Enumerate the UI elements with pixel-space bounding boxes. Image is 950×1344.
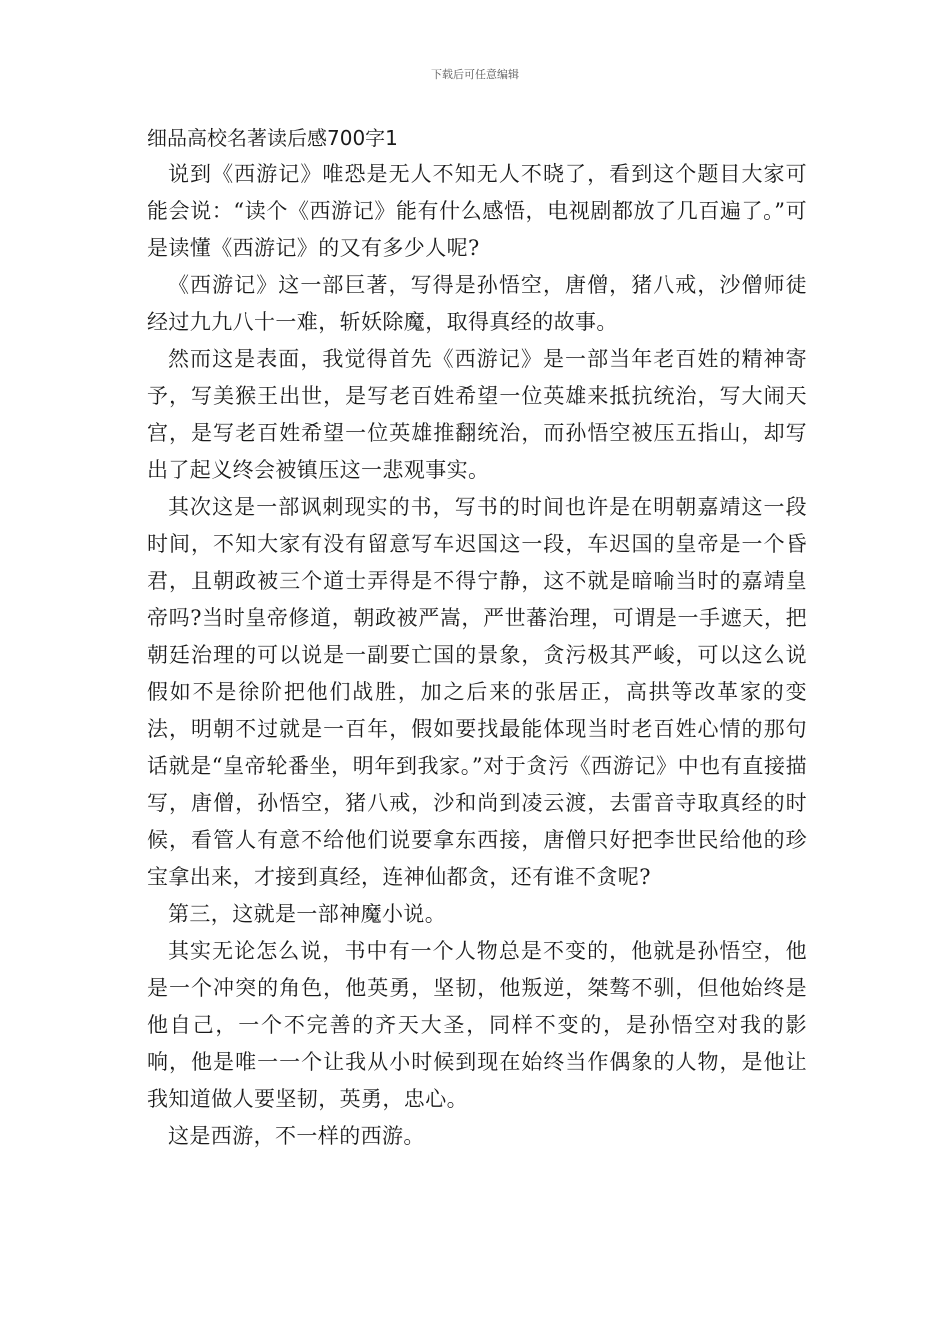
document-body	[147, 156, 807, 1155]
paragraph: 其实无论怎么说，书中有一个人物总是不变的，他就是孙悟空，他是一个冲突的角色，他英勇，坚韧，他叛逆，桀骜不驯，但他始终是他自己，一个不完善的齐天大圣，同样不变的，是孙悟空对我的影响，他是唯一一个让我从小时候到现在始终当作偶象的人物，是他让我知道做人要坚韧，英勇，忠心。	[147, 939, 807, 1111]
page-header: 下载后可任意编辑	[431, 68, 519, 81]
paragraph: 《西游记》这一部巨著，写得是孙悟空，唐僧，猪八戒，沙僧师徒经过九九八十一难，斩妖除魔，取得真经的故事。	[147, 273, 807, 334]
document-title: 细品高校名著读后感700字1	[147, 126, 398, 150]
paragraph: 然而这是表面，我觉得首先《西游记》是一部当年老百姓的精神寄予，写美猴王出世，是写老百姓希望一位英雄来抵抗统治，写大闹天宫，是写老百姓希望一位英雄推翻统治，而孙悟空被压五指山，却写出了起义终会被镇压这一悲观事实。	[147, 347, 807, 482]
paragraph: 这是西游，不一样的西游。	[168, 1124, 425, 1148]
paragraph: 其次这是一部讽刺现实的书，写书的时间也许是在明朝嘉靖这一段时间，不知大家有没有留意写车迟国这一段，车迟国的皇帝是一个昏君，且朝政被三个道士弄得是不得宁静，这不就是暗喻当时的嘉靖皇帝吗?当时皇帝修道，朝政被严嵩，严世蕃治理，可谓是一手遮天，把朝廷治理的可以说是一副要亡国的景象，贪污极其严峻，可以这么说假如不是徐阶把他们战胜，加之后来的张居正，高拱等改革家的变法，明朝不过就是一百年，假如要找最能体现当时老百姓心情的那句话就是“皇帝轮番坐，明年到我家。”对于贪污《西游记》中也有直接描写，唐僧，孙悟空，猪八戒，沙和尚到凌云渡，去雷音寺取真经的时候，看管人有意不给他们说要拿东西接，唐僧只好把李世民给他的珍宝拿出来，才接到真经，连神仙都贪，还有谁不贪呢?	[147, 495, 807, 889]
paragraph: 第三，这就是一部神魔小说。	[168, 902, 447, 926]
paragraph: 说到《西游记》唯恐是无人不知无人不晓了，看到这个题目大家可能会说：“读个《西游记》能有什么感悟，电视剧都放了几百遍了。”可是读懂《西游记》的又有多少人呢?	[147, 162, 807, 260]
